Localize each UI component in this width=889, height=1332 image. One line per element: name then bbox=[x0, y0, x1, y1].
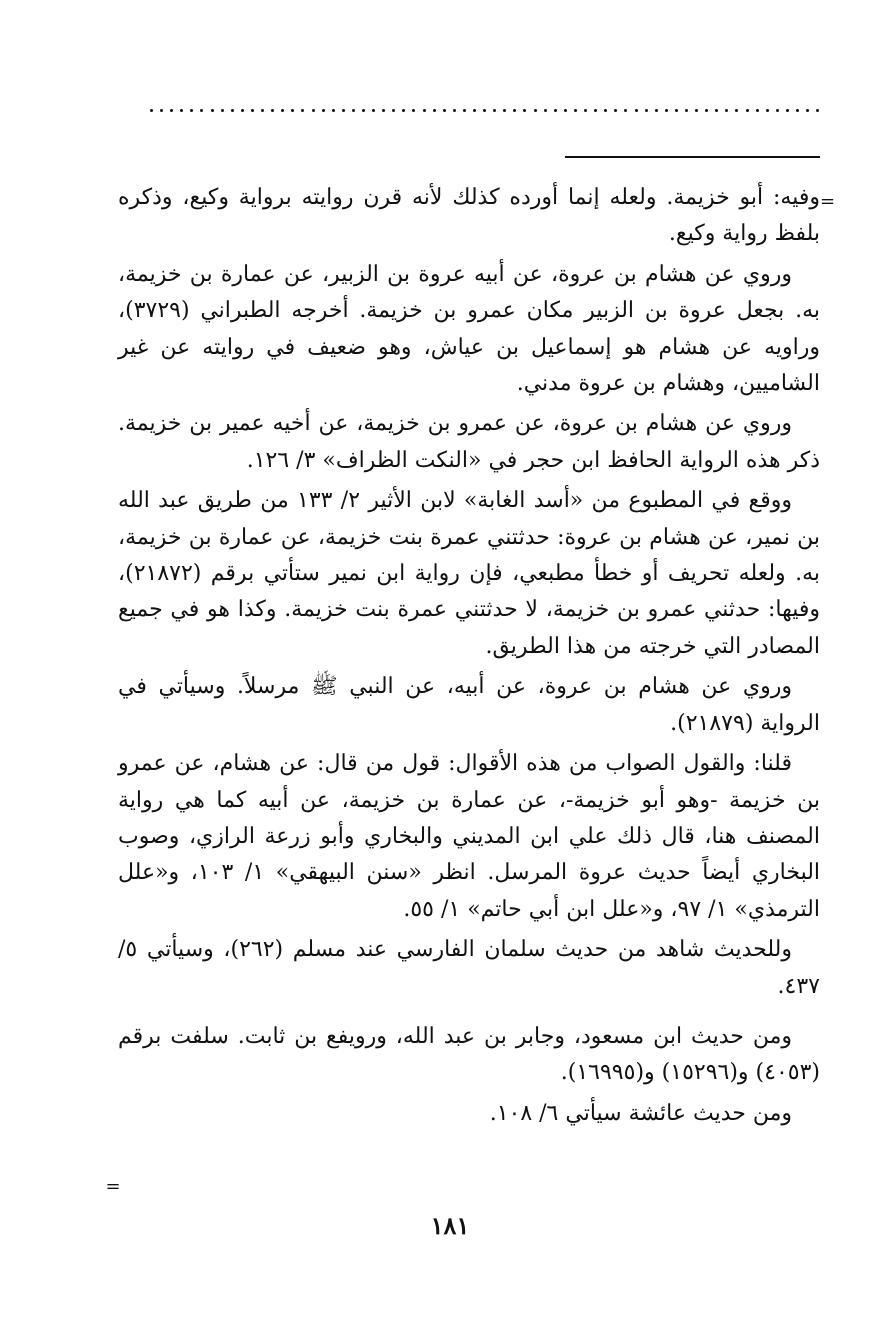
footnote-paragraph: ومن حديث عائشة سيأتي ٦/ ١٠٨. bbox=[489, 1100, 792, 1126]
footnote-paragraph: وروي عن هشام بن عروة، عن عمرو بن خزيمة، عن أخيه عمير بن خزيمة. ذكر هذه الرواية الحافظ ابن حجر في «النكت الظراف» ٣/ ١٢٦. bbox=[118, 411, 820, 473]
continuation-mark: = bbox=[820, 191, 836, 212]
footnote-paragraph: وروي عن هشام بن عروة، عن أبيه، عن النبي ﷺ مرسلاً. وسيأتي في الرواية (٢١٨٧٩). bbox=[118, 674, 820, 736]
page-number: ١٨١ bbox=[430, 1211, 470, 1240]
footnote-paragraph: ووقع في المطبوع من «أسد الغابة» لابن الأثير ٢/ ١٣٣ من طريق عبد الله بن نمير، عن هشام بن عروة: حدثتني عمرة بنت خزيمة، عن عمارة بن خزيمة، به. ولعله تحريف أو خطأ مطبعي، فإن رواية ابن نمير ستأتي برقم (٢١٨٧٢)، وفيها: حدثني عمرو بن خزيمة، لا حدثتني عمرة بنت خزيمة. وكذا هو في جميع المصادر التي خرجته من هذا الطريق. bbox=[118, 488, 820, 659]
dotted-separator bbox=[150, 100, 820, 120]
footnote-paragraph: قلنا: والقول الصواب من هذه الأقوال: قول من قال: عن هشام، عن عمرو بن خزيمة -وهو أبو خزيمة-، عن عمارة بن خزيمة، عن أبيه كما هي رواية المصنف هنا، قال ذلك علي ابن المديني والبخاري وأبو زرعة الرازي، وصوب البخاري أيضاً حديث عروة المرسل. انظر «سنن البيهقي» ١/ ١٠٣، و«علل الترمذي» ١/ ٩٧، و«علل ابن أبي حاتم» ١/ ٥٥. bbox=[118, 751, 821, 922]
footnote-rule bbox=[565, 156, 820, 158]
footnote-paragraph: ومن حديث ابن مسعود، وجابر بن عبد الله، ورويفع بن ثابت. سلفت برقم (٤٠٥٣) و(١٥٢٩٦) و(١٦٩٩٥). bbox=[118, 1023, 820, 1086]
footnote-paragraph: وللحديث شاهد من حديث سلمان الفارسي عند مسلم (٢٦٢)، وسيأتي ٥/ ٤٣٧. bbox=[118, 937, 820, 999]
footnote-paragraph: وروي عن هشام بن عروة، عن أبيه عروة بن الزبير، عن عمارة بن خزيمة، به. بجعل عروة بن الزبير مكان عمرو بن خزيمة. أخرجه الطبراني (٣٧٢٩)، وراويه عن هشام هو إسماعيل بن عياش، وهو ضعيف في روايته عن غير الشاميين، وهشام بن عروة مدني. bbox=[118, 261, 820, 397]
footnote-text bbox=[118, 180, 820, 1136]
continues-mark: = bbox=[105, 1176, 121, 1197]
footnote-paragraph: وفيه: أبو خزيمة. ولعله إنما أورده كذلك لأنه قرن روايته برواية وكيع، وذكره بلفظ رواية وكيع. bbox=[118, 185, 820, 247]
